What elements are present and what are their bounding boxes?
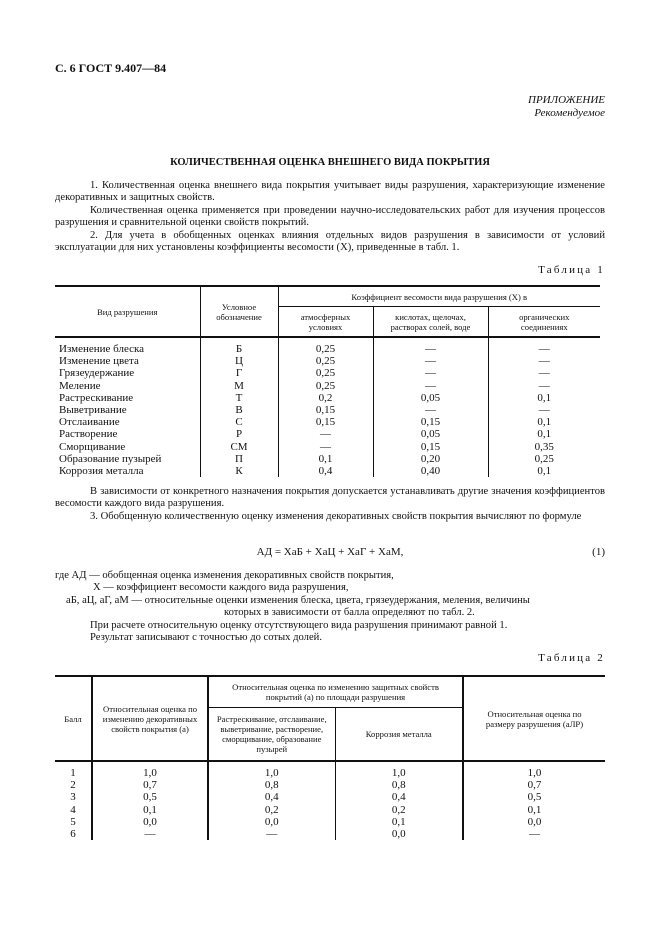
- table-cell: 0,4: [208, 791, 335, 803]
- table-cell: Г: [200, 367, 278, 379]
- table-cell: М: [200, 380, 278, 392]
- table-row: [55, 416, 600, 428]
- table-cell: П: [200, 453, 278, 465]
- col-header-group: Относительная оценка по изменению защитных свойств покрытий (а) по площади разрушения: [208, 676, 463, 708]
- table1: [55, 285, 600, 477]
- table-cell: —: [278, 441, 373, 453]
- table-row: [55, 767, 605, 779]
- paragraph: 3. Обобщенную количественную оценку изменения декоративных свойств покрытия вычисляют по формуле: [90, 510, 582, 522]
- col-header-acid: кислотах, щелочах, растворах солей, воде: [373, 307, 488, 338]
- table-cell: 0,2: [335, 804, 463, 816]
- table-cell: Изменение цвета: [59, 355, 139, 368]
- table-cell: СМ: [200, 441, 278, 453]
- table-cell: 0,8: [335, 779, 463, 791]
- paragraph: 2. Для учета в обобщенных оценках влияния отдельных видов разрушения в зависимости от условий эксплуатации для них установлены коэффициенты весомости (X), приведенные в табл. 1.: [55, 229, 605, 254]
- table-cell: 0,4: [278, 465, 373, 477]
- table-cell: 0,05: [373, 428, 488, 440]
- table-cell: 0,7: [463, 779, 605, 791]
- col-header-crack: Растрескивание, отслаивание, выветривание, растворение, сморщивание, образование пузырей: [208, 708, 335, 762]
- table-cell: 0,0: [208, 816, 335, 828]
- table-row: [55, 404, 600, 416]
- table-cell: Меление: [59, 379, 101, 392]
- table-cell: 4: [70, 803, 76, 816]
- table-cell: В: [200, 404, 278, 416]
- page-header: С. 6 ГОСТ 9.407—84: [55, 61, 167, 75]
- table2-caption: Таблица 2: [538, 652, 605, 664]
- table-row: [55, 392, 600, 404]
- table-cell: —: [373, 343, 488, 355]
- legend-line: Х — коэффициент весомости каждого вида разрушения,: [93, 582, 349, 594]
- legend-line: Результат записывают с точностью до сотых долей.: [90, 632, 322, 644]
- table-cell: 0,5: [92, 791, 208, 803]
- table-cell: —: [488, 367, 600, 379]
- table-cell: 1,0: [463, 767, 605, 779]
- table-cell: —: [488, 380, 600, 392]
- table-cell: 0,0: [463, 816, 605, 828]
- table2: [55, 675, 605, 840]
- legend-line: При расчете относительную оценку отсутствующего вида разрушения принимают равной 1.: [90, 619, 508, 631]
- table-cell: 1: [70, 767, 76, 779]
- table-cell: 0,0: [92, 816, 208, 828]
- table-cell: Б: [200, 343, 278, 355]
- legend-line: которых в зависимости от балла определяют по табл. 2.: [224, 607, 475, 619]
- col-header-type: Вид разрушения: [55, 286, 200, 337]
- table-cell: Образование пузырей: [59, 452, 162, 465]
- col-header-org: органических соединениях: [488, 307, 600, 338]
- table-cell: 0,7: [92, 779, 208, 791]
- table-cell: 0,35: [488, 441, 600, 453]
- table-row: [55, 791, 605, 803]
- col-header-symbol: Условное обозначение: [200, 286, 278, 337]
- legend-line: где АД — обобщенная оценка изменения декоративных свойств покрытия,: [55, 570, 394, 581]
- table-cell: 0,25: [278, 343, 373, 355]
- table-row: [55, 380, 600, 392]
- table-row: [55, 804, 605, 816]
- table-row: [55, 828, 605, 840]
- table-cell: —: [92, 828, 208, 840]
- table-row: [55, 367, 600, 379]
- table-cell: —: [373, 355, 488, 367]
- table-cell: —: [488, 404, 600, 416]
- table-cell: 0,15: [278, 416, 373, 428]
- table-row: [55, 816, 605, 828]
- table-cell: 1,0: [92, 767, 208, 779]
- table-cell: Ц: [200, 355, 278, 367]
- table-row: [55, 441, 600, 453]
- table-cell: 0,1: [92, 804, 208, 816]
- table-cell: С: [200, 416, 278, 428]
- col-header-size: Относительная оценка по размеру разрушения (аЛР): [463, 676, 605, 761]
- col-header-corrosion: Коррозия металла: [335, 708, 463, 762]
- table-cell: К: [200, 465, 278, 477]
- table-cell: Т: [200, 392, 278, 404]
- table-cell: 2: [70, 779, 76, 792]
- table-cell: Растворение: [59, 428, 118, 441]
- table-cell: Р: [200, 428, 278, 440]
- table-cell: 0,4: [335, 791, 463, 803]
- section-title: КОЛИЧЕСТВЕННАЯ ОЦЕНКА ВНЕШНЕГО ВИДА ПОКРЫТИЯ: [170, 157, 490, 168]
- table-cell: 0,25: [278, 380, 373, 392]
- table-cell: 0,25: [278, 367, 373, 379]
- table-cell: 0,25: [488, 453, 600, 465]
- table-cell: 0,1: [463, 804, 605, 816]
- table-cell: 1,0: [335, 767, 463, 779]
- paragraph: В зависимости от конкретного назначения покрытия допускается устанавливать другие значения коэффициентов весомости каждого вида разрушения.: [55, 486, 605, 510]
- table-cell: 5: [70, 815, 76, 828]
- table-row: [55, 453, 600, 465]
- col-header-group: Коэффициент весомости вида разрушения (X) в: [278, 286, 600, 307]
- paragraph: Количественная оценка применяется при проведении научно-исследовательских работ для изучения процессов разрушения и сравнительной оценки свойств покрытий.: [55, 204, 605, 229]
- table-cell: 0,2: [278, 392, 373, 404]
- table-cell: Отслаивание: [59, 416, 120, 429]
- table-cell: Сморщивание: [59, 440, 126, 453]
- table-cell: 0,8: [208, 779, 335, 791]
- table1-caption: Таблица 1: [538, 264, 605, 276]
- legend-line: аБ, аЦ, аГ, аМ — относительные оценки изменения блеска, цвета, грязеудержания, меления, величины: [66, 594, 530, 606]
- table-cell: 0,40: [373, 465, 488, 477]
- col-header-decor: Относительная оценка по изменению декоративных свойств покрытия (а): [92, 676, 208, 761]
- formula-expression: АД = ХаБ + ХаЦ + ХаГ + ХаМ,: [256, 546, 404, 558]
- table-cell: Выветривание: [59, 404, 127, 417]
- table-cell: 0,1: [335, 816, 463, 828]
- table-cell: 6: [70, 828, 76, 841]
- table-cell: —: [278, 428, 373, 440]
- table-cell: 0,1: [488, 392, 600, 404]
- table-cell: 0,15: [373, 416, 488, 428]
- intro-text: [55, 180, 605, 254]
- table-cell: —: [373, 380, 488, 392]
- table-cell: 0,2: [208, 804, 335, 816]
- table-cell: 3: [70, 791, 76, 804]
- formula-number: (1): [592, 546, 605, 558]
- table-cell: —: [373, 404, 488, 416]
- table-row: [55, 428, 600, 440]
- table-cell: 0,1: [488, 465, 600, 477]
- table-cell: 0,5: [463, 791, 605, 803]
- table-cell: 0,15: [278, 404, 373, 416]
- appendix-label: [528, 94, 605, 120]
- col-header-atm: атмосферных условиях: [278, 307, 373, 338]
- table-cell: Изменение блеска: [59, 343, 145, 355]
- formula-legend: [55, 570, 605, 644]
- table-cell: 0,20: [373, 453, 488, 465]
- table-row: [55, 465, 600, 477]
- table-cell: Грязеудержание: [59, 367, 135, 380]
- after-table1-text: [55, 486, 605, 523]
- table-cell: 0,0: [335, 828, 463, 840]
- table-cell: —: [463, 828, 605, 840]
- table-cell: Растрескивание: [59, 391, 134, 404]
- col-header-score: Балл: [55, 676, 92, 761]
- appendix-status: Рекомендуемое: [534, 107, 605, 119]
- table-row: [55, 355, 600, 367]
- table-row: [55, 779, 605, 791]
- table-cell: 0,1: [488, 428, 600, 440]
- table-cell: —: [488, 343, 600, 355]
- paragraph: 1. Количественная оценка внешнего вида покрытия учитывает виды разрушения, характеризующие изменение декоративных и защитных свойств.: [55, 180, 605, 204]
- table-cell: Коррозия металла: [59, 465, 144, 478]
- table-cell: —: [208, 828, 335, 840]
- table-cell: —: [488, 355, 600, 367]
- table-cell: 0,25: [278, 355, 373, 367]
- table-row: [55, 343, 600, 355]
- table-cell: 0,1: [488, 416, 600, 428]
- table-cell: —: [373, 367, 488, 379]
- table-cell: 0,15: [373, 441, 488, 453]
- appendix-title: ПРИЛОЖЕНИЕ: [528, 94, 605, 106]
- table-cell: 0,1: [278, 453, 373, 465]
- table-cell: 1,0: [208, 767, 335, 779]
- table-cell: 0,05: [373, 392, 488, 404]
